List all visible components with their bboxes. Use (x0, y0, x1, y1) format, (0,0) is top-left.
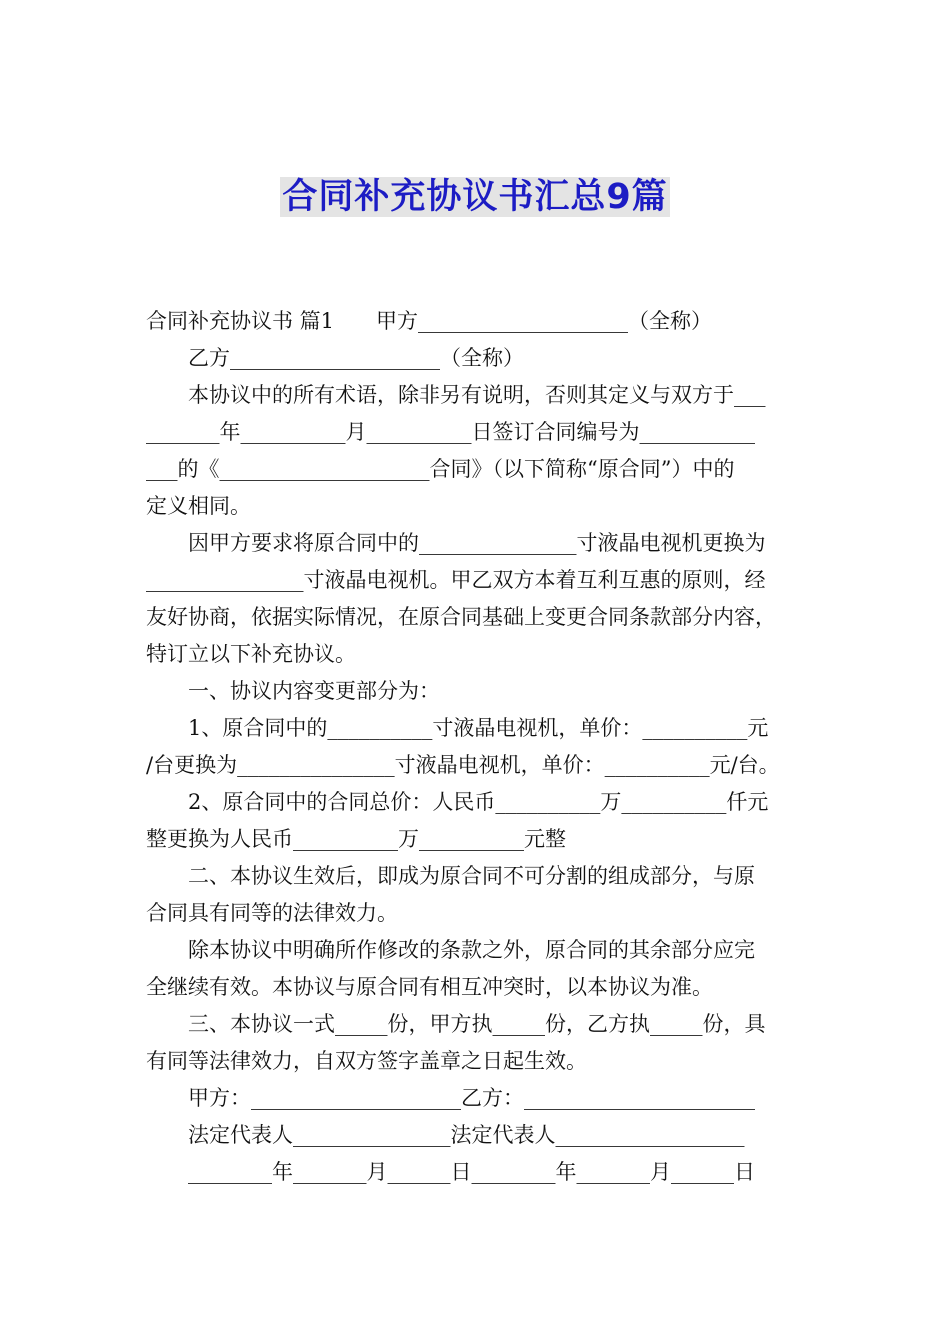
paragraph-line: 除本协议中明确所作修改的条款之外，原合同的其余部分应完 (188, 938, 755, 962)
document-body (146, 303, 808, 1191)
paragraph-line: 特订立以下补充协议。 (146, 642, 356, 666)
paragraph-line: 2、原合同中的合同总价：人民币__________万__________仟元 (188, 790, 769, 814)
paragraph-line: ___的《____________________合同》（以下简称“原合同”）中的 (146, 457, 735, 481)
paragraph-line: _______年__________月__________日签订合同编号为___________ (146, 420, 755, 444)
paragraph-line: 乙方____________________（全称） (188, 346, 524, 370)
paragraph-line: 整更换为人民币__________万__________元整 (146, 827, 566, 851)
date-line: ________年_______月______日________年_______月______日 (188, 1160, 755, 1184)
paragraph-line: 三、本协议一式_____份，甲方执_____份，乙方执_____份，具 (188, 1012, 766, 1036)
paragraph-line: 全继续有效。本协议与原合同有相互冲突时，以本协议为准。 (146, 975, 713, 999)
document-title-text: 合同补充协议书汇总9篇 (282, 177, 668, 217)
paragraph-line: 有同等法律效力，自双方签字盖章之日起生效。 (146, 1049, 587, 1073)
paragraph-line: 一、协议内容变更部分为： (188, 679, 440, 703)
paragraph-line: 定义相同。 (146, 494, 251, 518)
paragraph-line: 因甲方要求将原合同中的_______________寸液晶电视机更换为 (188, 531, 766, 555)
paragraph-line: 合同具有同等的法律效力。 (146, 901, 398, 925)
paragraph-line: /台更换为_______________寸液晶电视机，单价：__________元/台。 (146, 753, 780, 777)
paragraph-line: 合同补充协议书 篇1 甲方____________________（全称） (146, 309, 713, 333)
signature-line: 甲方：____________________乙方：______________________ (188, 1086, 755, 1110)
document-title (0, 172, 950, 222)
paragraph-line: _______________寸液晶电视机。甲乙双方本着互利互惠的原则，经 (146, 568, 766, 592)
paragraph-line: 本协议中的所有术语，除非另有说明，否则其定义与双方于___ (188, 383, 766, 407)
paragraph-line: 二、本协议生效后，即成为原合同不可分割的组成部分，与原 (188, 864, 755, 888)
paragraph-line: 1、原合同中的__________寸液晶电视机，单价：__________元 (188, 716, 769, 740)
paragraph-line: 友好协商，依据实际情况，在原合同基础上变更合同条款部分内容， (146, 605, 776, 629)
signature-line: 法定代表人_______________法定代表人__________________ (188, 1123, 745, 1147)
